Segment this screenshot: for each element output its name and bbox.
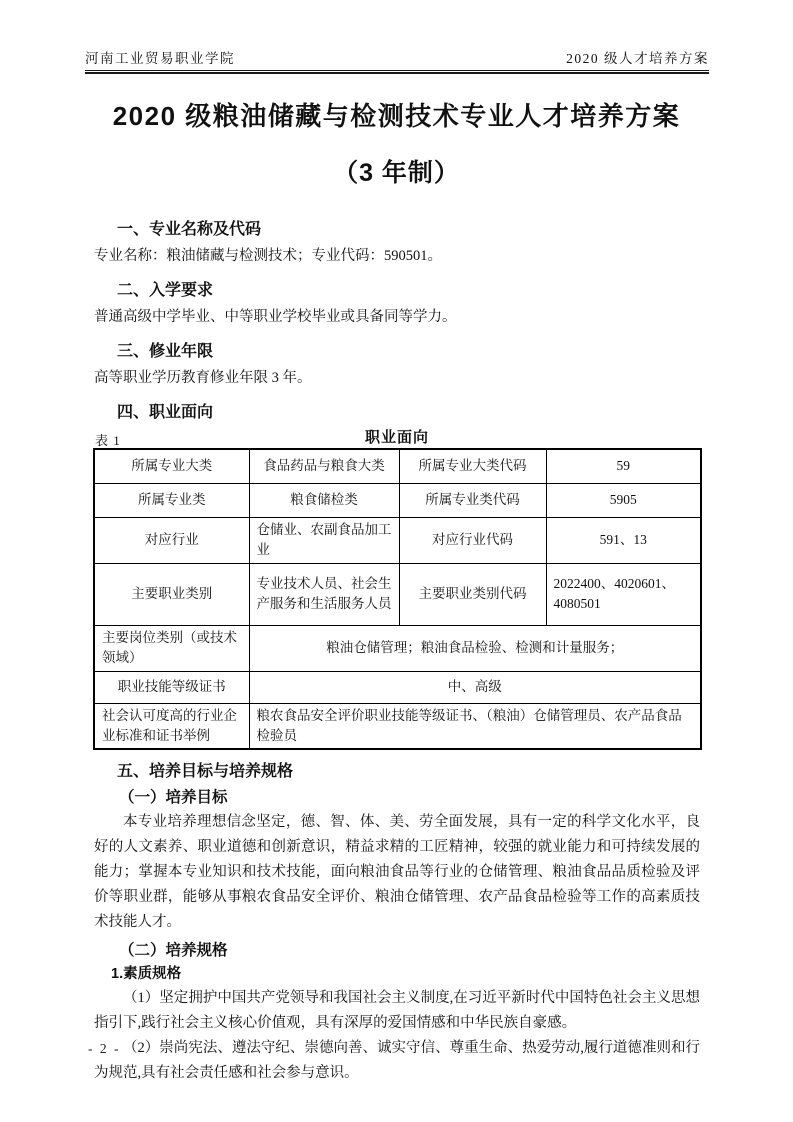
section-5-sub1-heading: （一）培养目标	[119, 789, 228, 806]
cell-value: 粮农食品安全评价职业技能等级证书、（粮油）仓储管理员、农产品食品检验员	[249, 703, 701, 749]
section-2-text: 普通高级中学毕业、中等职业学校毕业或具备同等学力。	[94, 309, 457, 325]
cell-value: 2022400、4020601、4080501	[546, 563, 701, 625]
cell-value: 粮油仓储管理；粮油食品检验、检测和计量服务；	[249, 625, 701, 671]
table-title: 职业面向	[364, 429, 429, 446]
section-3-text: 高等职业学历教育修业年限 3 年。	[94, 370, 312, 386]
cell-value: 59	[546, 449, 701, 483]
table-row	[94, 517, 701, 563]
cell-value: 5905	[546, 483, 701, 517]
cell-label: 所属专业类	[94, 483, 249, 517]
cell-label: 对应行业代码	[399, 517, 546, 563]
cell-value: 粮食储检类	[249, 483, 399, 517]
career-orientation-table	[93, 448, 702, 750]
section-4-heading: 四、职业面向	[117, 404, 214, 421]
cell-label: 所属专业类代码	[399, 483, 546, 517]
table-row	[94, 563, 701, 625]
quality-spec-item-1: （1）坚定拥护中国共产党领导和我国社会主义制度,在习近平新时代中国特色社会主义思想指引下,践行社会主义核心价值观，具有深厚的爱国情感和中华民族自豪感。	[94, 990, 700, 1031]
cell-value: 591、13	[546, 517, 701, 563]
document-subtitle: （3 年制）	[333, 159, 460, 187]
table-row	[94, 449, 701, 483]
section-5-sub2-heading: （二）培养规格	[119, 942, 228, 959]
cell-label: 对应行业	[94, 517, 249, 563]
section-2-heading: 二、入学要求	[117, 282, 214, 299]
cell-value: 专业技术人员、社会生产服务和生活服务人员	[249, 563, 399, 625]
training-objective-text: 本专业培养理想信念坚定，德、智、体、美、劳全面发展，具有一定的科学文化水平，良好的人文素养、职业道德和创新意识，精益求精的工匠精神，较强的就业能力和可持续发展的能力；掌握本专业知识和技术技能，面向粮油食品等行业的仓储管理、粮油食品品质检验及评价等职业群，能够从事粮农食品安全评价、粮油仓储管理、农产品食品检验等工作的高素质技术技能人才。	[94, 814, 700, 930]
page-number: - 2 -	[88, 1041, 121, 1056]
cell-value: 食品药品与粮食大类	[249, 449, 399, 483]
quality-spec-item-2: （2）崇尚宪法、遵法守纪、崇德向善、诚实守信、尊重生命、热爱劳动,履行道德准则和行为规范,具有社会责任感和社会参与意识。	[94, 1040, 700, 1081]
cell-value: 中、高级	[249, 671, 701, 703]
page-header	[85, 0, 709, 70]
table-row	[94, 703, 701, 749]
table-number-label: 表 1	[95, 433, 121, 448]
cell-label: 所属专业大类代码	[399, 449, 546, 483]
header-school-name: 河南工业贸易职业学院	[85, 51, 235, 66]
document-body	[94, 219, 700, 1086]
cell-value: 仓储业、农副食品加工业	[249, 517, 399, 563]
header-doc-name: 2020 级人才培养方案	[566, 51, 709, 66]
cell-label: 所属专业大类	[94, 449, 249, 483]
table-row	[94, 671, 701, 703]
section-1-heading: 一、专业名称及代码	[117, 221, 262, 238]
section-3-heading: 三、修业年限	[117, 343, 214, 360]
cell-label: 社会认可度高的行业企业标准和证书举例	[94, 703, 249, 749]
document-title: 2020 级粮油储藏与检测技术专业人才培养方案	[112, 101, 681, 131]
header-rule-thin	[85, 70, 709, 71]
table-caption	[94, 427, 700, 448]
header-rule-thick	[85, 72, 709, 74]
quality-spec-heading: 1.素质规格	[111, 966, 182, 982]
cell-label: 职业技能等级证书	[94, 671, 249, 703]
table-row	[94, 625, 701, 671]
cell-label: 主要职业类别代码	[399, 563, 546, 625]
table-row	[94, 483, 701, 517]
section-1-text: 专业名称：粮油储藏与检测技术；专业代码：590501。	[94, 248, 442, 264]
cell-label: 主要岗位类别（或技术领域）	[94, 625, 249, 671]
cell-label: 主要职业类别	[94, 563, 249, 625]
section-5-heading: 五、培养目标与培养规格	[117, 763, 294, 780]
